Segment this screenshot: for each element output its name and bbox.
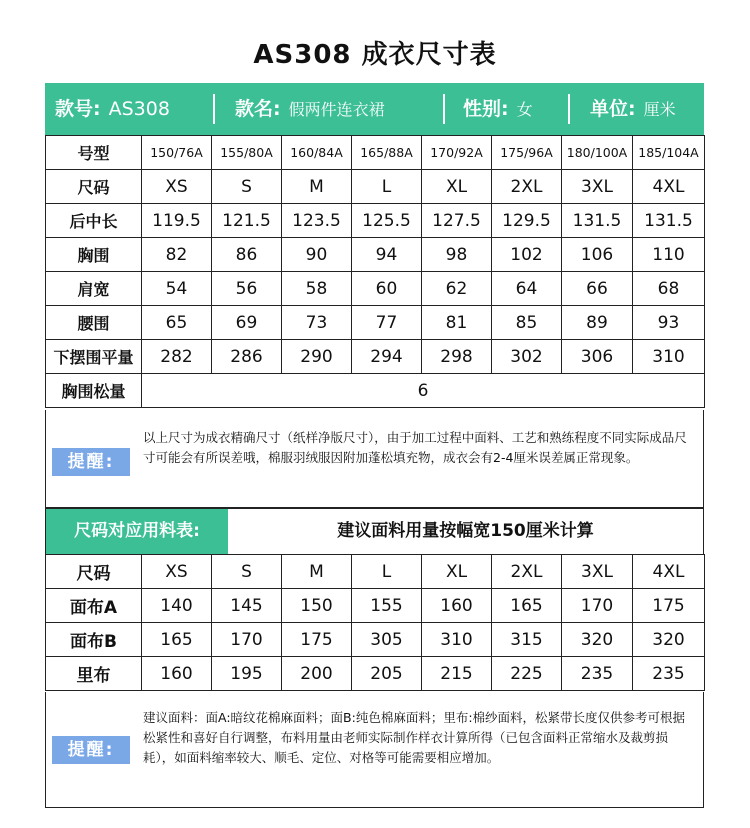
- reminder-text: 以上尺寸为成衣精确尺寸（纸样净版尺寸），由于加工过程中面料、工艺和熟练程度不同实际成品尺寸可能会有所误差哦，棉服羽绒服因附加蓬松填充物，成衣会有2-4厘米误差属正常现象。: [143, 430, 687, 465]
- table-cell: 306: [562, 340, 633, 374]
- table-cell: 200: [282, 657, 352, 691]
- gender-value: 女: [516, 100, 533, 119]
- table-cell: 93: [633, 306, 705, 340]
- row-label: 腰围: [46, 306, 142, 340]
- table-cell: 81: [422, 306, 492, 340]
- ease-row: [46, 374, 705, 408]
- style-number: [55, 83, 170, 135]
- table-cell: 175: [282, 623, 352, 657]
- row-label: 面布A: [46, 589, 142, 623]
- table-cell: 235: [562, 657, 633, 691]
- fabric-section-caption: 建议面料用量按幅宽150厘米计算: [337, 521, 594, 541]
- table-cell: 110: [633, 238, 705, 272]
- fabric-table-row: [46, 657, 705, 691]
- table-cell: 3XL: [562, 170, 633, 204]
- table-cell: 320: [633, 623, 705, 657]
- style-number-key: 款号:: [55, 98, 101, 120]
- size-header-cell: L: [352, 555, 422, 589]
- ease-label: 胸围松量: [46, 374, 142, 408]
- table-cell: 235: [633, 657, 705, 691]
- style-number-value: AS308: [108, 98, 170, 120]
- table-cell: 310: [422, 623, 492, 657]
- table-cell: 129.5: [492, 204, 562, 238]
- table-cell: 56: [212, 272, 282, 306]
- table-cell: 160/84A: [282, 136, 352, 170]
- table-cell: L: [352, 170, 422, 204]
- table-cell: 165: [492, 589, 562, 623]
- table-cell: 155/80A: [212, 136, 282, 170]
- table-cell: 85: [492, 306, 562, 340]
- page-title: AS308 成衣尺寸表: [253, 40, 497, 70]
- size-header-cell: M: [282, 555, 352, 589]
- table-cell: 310: [633, 340, 705, 374]
- table-cell: 145: [212, 589, 282, 623]
- size-table-row: [46, 340, 705, 374]
- table-cell: 195: [212, 657, 282, 691]
- table-cell: 65: [142, 306, 212, 340]
- table-cell: 2XL: [492, 170, 562, 204]
- table-cell: 66: [562, 272, 633, 306]
- table-cell: 102: [492, 238, 562, 272]
- fabric-section-tag: 尺码对应用料表:: [46, 509, 228, 554]
- table-cell: 140: [142, 589, 212, 623]
- table-cell: 127.5: [422, 204, 492, 238]
- unit-key: 单位:: [590, 98, 636, 120]
- gender: [463, 83, 533, 135]
- fabric-reminder-text: 建议面料：面A:暗纹花棉麻面料；面B:纯色棉麻面料；里布:棉纱面料，松紧带长度仅供参考可根据松紧性和喜好自行调整，布料用量由老师实际制作样衣计算所得（已包含面料正常缩水及裁剪损耗），如面料缩率较大、顺毛、定位、对格等可能需要相应增加。: [143, 710, 686, 765]
- fabric-table-row: [46, 589, 705, 623]
- table-cell: 298: [422, 340, 492, 374]
- table-cell: 119.5: [142, 204, 212, 238]
- table-cell: 305: [352, 623, 422, 657]
- row-label: 面布B: [46, 623, 142, 657]
- size-table-row: [46, 136, 705, 170]
- row-label: 号型: [46, 136, 142, 170]
- table-cell: 89: [562, 306, 633, 340]
- table-cell: 94: [352, 238, 422, 272]
- table-cell: 131.5: [562, 204, 633, 238]
- table-cell: 165: [142, 623, 212, 657]
- table-cell: 286: [212, 340, 282, 374]
- size-chart-table: [45, 135, 705, 408]
- table-cell: 123.5: [282, 204, 352, 238]
- style-name: [235, 83, 385, 135]
- table-cell: 170: [562, 589, 633, 623]
- table-cell: 160: [142, 657, 212, 691]
- header-divider: [213, 94, 215, 124]
- fabric-header-row: [46, 555, 705, 589]
- table-cell: 64: [492, 272, 562, 306]
- reminder-badge: 提醒:: [52, 448, 130, 476]
- table-cell: 60: [352, 272, 422, 306]
- table-cell: 69: [212, 306, 282, 340]
- table-cell: 150/76A: [142, 136, 212, 170]
- size-header-cell: XS: [142, 555, 212, 589]
- fabric-usage-table: [45, 554, 705, 691]
- table-cell: 175/96A: [492, 136, 562, 170]
- table-cell: 282: [142, 340, 212, 374]
- style-name-key: 款名:: [235, 98, 281, 120]
- table-cell: 294: [352, 340, 422, 374]
- table-cell: 215: [422, 657, 492, 691]
- table-cell: 58: [282, 272, 352, 306]
- row-label: 尺码: [46, 170, 142, 204]
- table-cell: S: [212, 170, 282, 204]
- table-cell: 86: [212, 238, 282, 272]
- row-label: 下摆围平量: [46, 340, 142, 374]
- row-label: 里布: [46, 657, 142, 691]
- table-cell: 155: [352, 589, 422, 623]
- fabric-section-header: [45, 508, 704, 554]
- row-label: 尺码: [46, 555, 142, 589]
- info-header-bar: [45, 83, 704, 135]
- size-header-cell: S: [212, 555, 282, 589]
- table-cell: 68: [633, 272, 705, 306]
- fabric-reminder-badge: 提醒:: [52, 736, 130, 764]
- size-header-cell: 4XL: [633, 555, 705, 589]
- table-cell: 4XL: [633, 170, 705, 204]
- size-header-cell: XL: [422, 555, 492, 589]
- table-cell: 54: [142, 272, 212, 306]
- table-cell: 290: [282, 340, 352, 374]
- ease-value: 6: [142, 374, 705, 408]
- table-cell: 225: [492, 657, 562, 691]
- size-table-row: [46, 306, 705, 340]
- size-table-row: [46, 204, 705, 238]
- header-divider: [443, 94, 445, 124]
- table-cell: 106: [562, 238, 633, 272]
- table-cell: 121.5: [212, 204, 282, 238]
- row-label: 后中长: [46, 204, 142, 238]
- reminder-box: [45, 410, 704, 508]
- table-cell: 170: [212, 623, 282, 657]
- table-cell: 170/92A: [422, 136, 492, 170]
- unit-value: 厘米: [643, 100, 676, 119]
- table-cell: 320: [562, 623, 633, 657]
- row-label: 肩宽: [46, 272, 142, 306]
- size-header-cell: 2XL: [492, 555, 562, 589]
- table-cell: XL: [422, 170, 492, 204]
- fabric-reminder-box: [45, 692, 704, 808]
- fabric-table-row: [46, 623, 705, 657]
- size-table-row: [46, 170, 705, 204]
- table-cell: 180/100A: [562, 136, 633, 170]
- unit: [590, 83, 676, 135]
- table-cell: 165/88A: [352, 136, 422, 170]
- header-divider: [568, 94, 570, 124]
- table-cell: 82: [142, 238, 212, 272]
- table-cell: 98: [422, 238, 492, 272]
- table-cell: 315: [492, 623, 562, 657]
- table-cell: 90: [282, 238, 352, 272]
- table-cell: 62: [422, 272, 492, 306]
- table-cell: 175: [633, 589, 705, 623]
- style-name-value: 假两件连衣裙: [288, 100, 385, 119]
- gender-key: 性别:: [463, 98, 509, 120]
- table-cell: 185/104A: [633, 136, 705, 170]
- size-header-cell: 3XL: [562, 555, 633, 589]
- table-cell: 131.5: [633, 204, 705, 238]
- table-cell: M: [282, 170, 352, 204]
- size-table-row: [46, 272, 705, 306]
- table-cell: 160: [422, 589, 492, 623]
- table-cell: XS: [142, 170, 212, 204]
- size-table-row: [46, 238, 705, 272]
- table-cell: 205: [352, 657, 422, 691]
- table-cell: 302: [492, 340, 562, 374]
- row-label: 胸围: [46, 238, 142, 272]
- table-cell: 73: [282, 306, 352, 340]
- table-cell: 77: [352, 306, 422, 340]
- table-cell: 125.5: [352, 204, 422, 238]
- table-cell: 150: [282, 589, 352, 623]
